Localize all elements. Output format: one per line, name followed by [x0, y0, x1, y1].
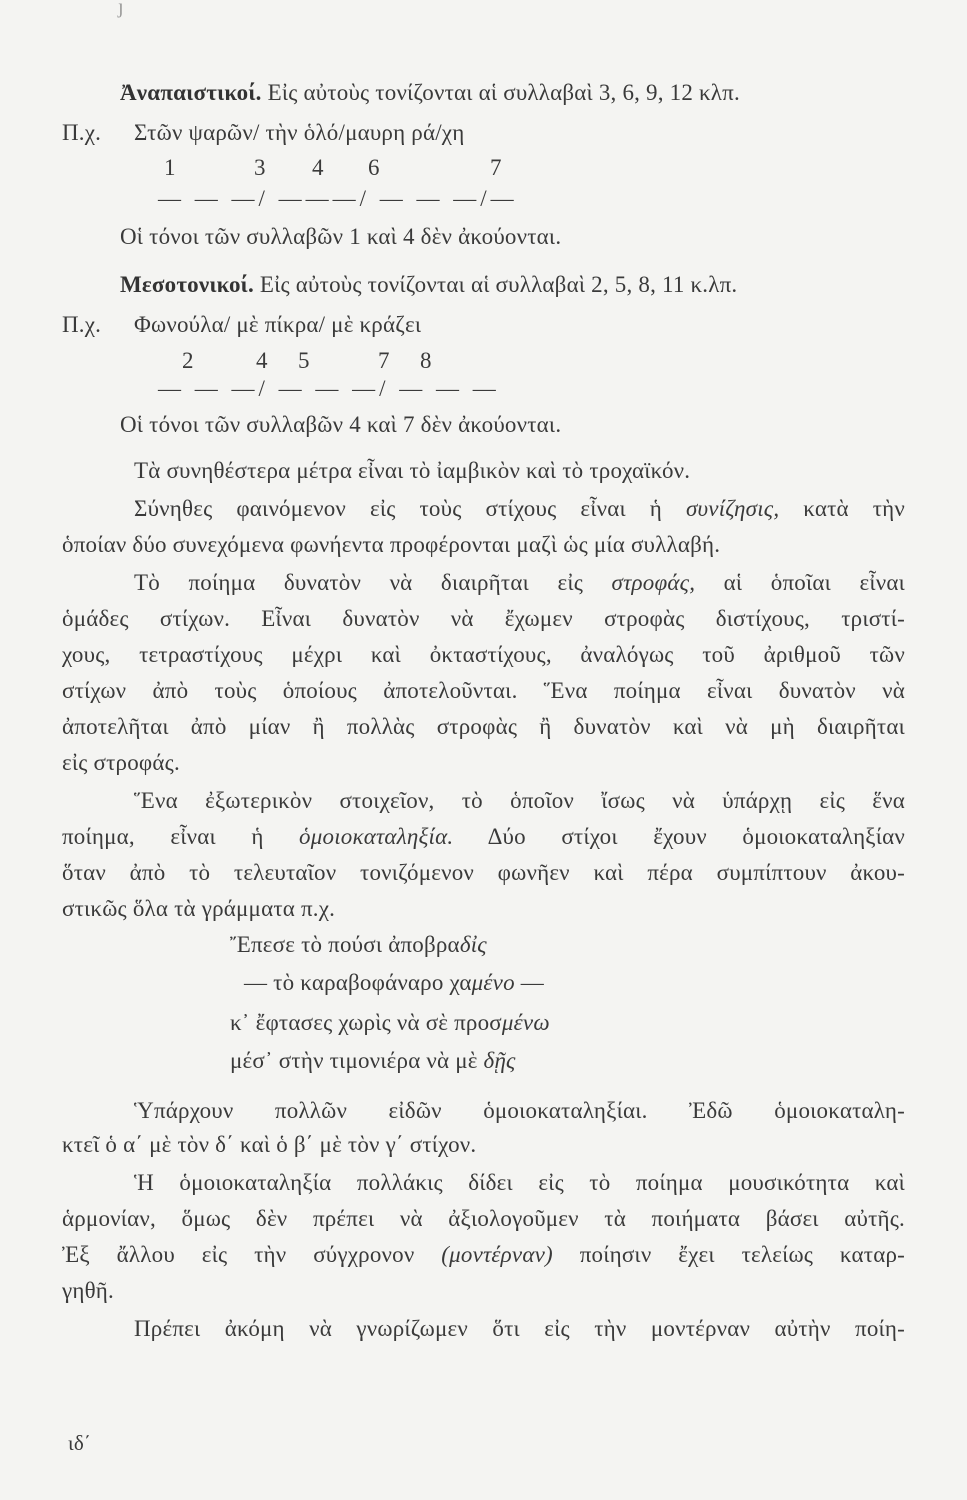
mesotonic-num-4: 7	[378, 348, 390, 373]
para2-text-b: κατὰ τὴν	[803, 496, 905, 521]
para6-line2: ἁρμονίαν, ὅμως δὲν πρέπει νὰ ἀξιολογοῦμεν τὰ ποιήματα βάσει αὐτῆς.	[62, 1206, 905, 1231]
para4-line2	[62, 822, 905, 852]
poem-line-2-rhyme: μένο	[471, 970, 515, 995]
mesotonic-scheme: — — —/ — — —/ — — —	[158, 376, 500, 401]
mesotonic-heading	[120, 270, 737, 300]
para6-line1: Ἡ ὁμοιοκαταληξία πολλάκις δίδει εἰς τὸ ποίημα μουσικότητα καὶ	[134, 1170, 905, 1195]
poem-line-2-dash: —	[514, 970, 544, 995]
poem-line-4-text: μέσ᾿ στὴν τιμονιέρα νὰ μὲ	[230, 1048, 484, 1073]
para4-line3: ὅταν ἀπὸ τὸ τελευταῖον τονιζόμενον φωνῆεν καὶ πέρα συμπίπτουν ἀκου-	[62, 860, 905, 885]
poem-line-1	[230, 930, 487, 960]
para5-line2: κτεῖ ὁ α΄ μὲ τὸν δ΄ καὶ ὁ β΄ μὲ τὸν γ΄ στίχον.	[62, 1132, 477, 1157]
para2-line2: ὁποίαν δύο συνεχόμενα φωνήεντα προφέρονται μαζὶ ὡς μία συλλαβή.	[62, 532, 721, 557]
mesotonic-num-5: 8	[420, 348, 432, 373]
term-synizesis: συνίζησις,	[685, 496, 780, 521]
term-strophes: στροφάς,	[611, 570, 696, 595]
anapaestic-example-label: Π.χ.	[62, 120, 102, 145]
mesotonic-example-label: Π.χ.	[62, 312, 102, 337]
page-mark: ȷ	[118, 0, 124, 18]
mesotonic-rule: Εἰς αὐτοὺς τονίζονται αἱ συλλαβαὶ 2, 5, 8, 11 κ.λπ.	[259, 272, 738, 297]
para3-text-b: αἱ ὁποῖαι εἶναι	[723, 570, 906, 595]
para3-line3: χους, τετραστίχους μέχρι καὶ ὀκταστίχους, ἀναλόγως τοῦ ἀριθμοῦ τῶν	[62, 642, 905, 667]
poem-line-4-rhyme: δῇς	[483, 1048, 516, 1073]
para5-line1: Ὑπάρχουν πολλῶν εἰδῶν ὁμοιοκαταληξίαι. Ἐδῶ ὁμοιοκαταλη-	[134, 1098, 905, 1123]
para4-line1: Ἕνα ἐξωτερικὸν στοιχεῖον, τὸ ὁποῖον ἴσως νὰ ὑπάρχῃ εἰς ἕνα	[134, 788, 905, 813]
para6-line4: γηθῆ.	[62, 1278, 114, 1303]
anapaestic-note: Οἱ τόνοι τῶν συλλαβῶν 1 καὶ 4 δὲν ἀκούονται.	[120, 224, 562, 249]
para3-line4: στίχων ἀπὸ τοὺς ὁποίους ἀποτελοῦνται. Ἕνα ποίημα εἶναι δυνατὸν νὰ	[62, 678, 905, 703]
anapaestic-num-5: 7	[490, 155, 502, 180]
poem-line-3	[230, 1008, 550, 1038]
para4-text-b: Δύο στίχοι ἔχουν ὁμοιοκαταληξίαν	[487, 824, 905, 849]
para6-text-a: Ἐξ ἄλλου εἰς τὴν σύγχρονον	[62, 1242, 415, 1267]
para6-line3	[62, 1240, 905, 1270]
anapaestic-num-4: 6	[368, 155, 380, 180]
para4-text-a: ποίημα, εἶναι ἡ	[62, 824, 264, 849]
poem-line-3-rhyme: μένω	[501, 1010, 550, 1035]
anapaestic-num-2: 3	[254, 155, 266, 180]
mesotonic-example: Φωνούλα/ μὲ πίκρα/ μὲ κράζει	[134, 312, 422, 337]
page-number: ιδ΄	[68, 1431, 92, 1455]
para3-line6: εἰς στροφάς.	[62, 750, 180, 775]
poem-line-1-rhyme: δἰς	[459, 932, 487, 957]
para3-text-a: Τὸ ποίημα δυνατὸν νὰ διαιρῆται εἰς	[134, 570, 584, 595]
anapaestic-term: Ἀναπαιστικοί.	[120, 80, 262, 105]
poem-line-2-text: — τὸ καραβοφάναρο χα	[244, 970, 472, 995]
anapaestic-example: Στῶν ψαρῶν/ τὴν ὁλό/μαυρη ρά/χη	[134, 120, 465, 145]
anapaestic-heading	[120, 78, 740, 108]
para2-line1	[134, 494, 905, 524]
mesotonic-num-3: 5	[298, 348, 310, 373]
anapaestic-scheme: — — —/ ———/ — — —/—	[158, 186, 518, 211]
para3-line5: ἀποτελῆται ἀπὸ μίαν ἢ πολλὰς στροφὰς ἢ δυνατὸν καὶ νὰ μὴ διαιρῆται	[62, 714, 905, 739]
para4-line4: στικῶς ὅλα τὰ γράμματα π.χ.	[62, 896, 336, 921]
anapaestic-rule: Εἰς αὐτοὺς τονίζονται αἱ συλλαβαὶ 3, 6, 9, 12 κλπ.	[267, 80, 740, 105]
poem-line-3-text: κ᾿ ἔφτασες χωρὶς νὰ σὲ προσ	[230, 1010, 502, 1035]
mesotonic-num-2: 4	[256, 348, 268, 373]
para1: Τὰ συνηθέστερα μέτρα εἶναι τὸ ἰαμβικὸν καὶ τὸ τροχαϊκόν.	[134, 458, 691, 483]
poem-line-2	[244, 968, 544, 998]
mesotonic-term: Μεσοτονικοί.	[120, 272, 254, 297]
anapaestic-num-3: 4	[312, 155, 324, 180]
para2-text-a: Σύνηθες φαινόμενον εἰς τοὺς στίχους εἶναι ἡ	[134, 496, 663, 521]
poem-line-1-text: Ἔπεσε τὸ πούσι ἀποβρα	[230, 932, 460, 957]
para6-text-b: ποίησιν ἔχει τελείως καταρ-	[579, 1242, 905, 1267]
term-modern: (μοντέρναν)	[441, 1242, 553, 1267]
para3-line1	[134, 568, 905, 598]
anapaestic-num-1: 1	[164, 155, 176, 180]
mesotonic-note: Οἱ τόνοι τῶν συλλαβῶν 4 καὶ 7 δὲν ἀκούονται.	[120, 412, 562, 437]
poem-line-4	[230, 1046, 516, 1076]
para3-line2: ὁμάδες στίχων. Εἶναι δυνατὸν νὰ ἔχωμεν στροφὰς διστίχους, τριστί-	[62, 606, 905, 631]
mesotonic-num-1: 2	[182, 348, 194, 373]
para7-line1: Πρέπει ἀκόμη νὰ γνωρίζωμεν ὅτι εἰς τὴν μοντέρναν αὐτὴν ποίη-	[134, 1316, 905, 1341]
term-rhyme: ὁμοιοκαταληξία.	[299, 824, 454, 849]
